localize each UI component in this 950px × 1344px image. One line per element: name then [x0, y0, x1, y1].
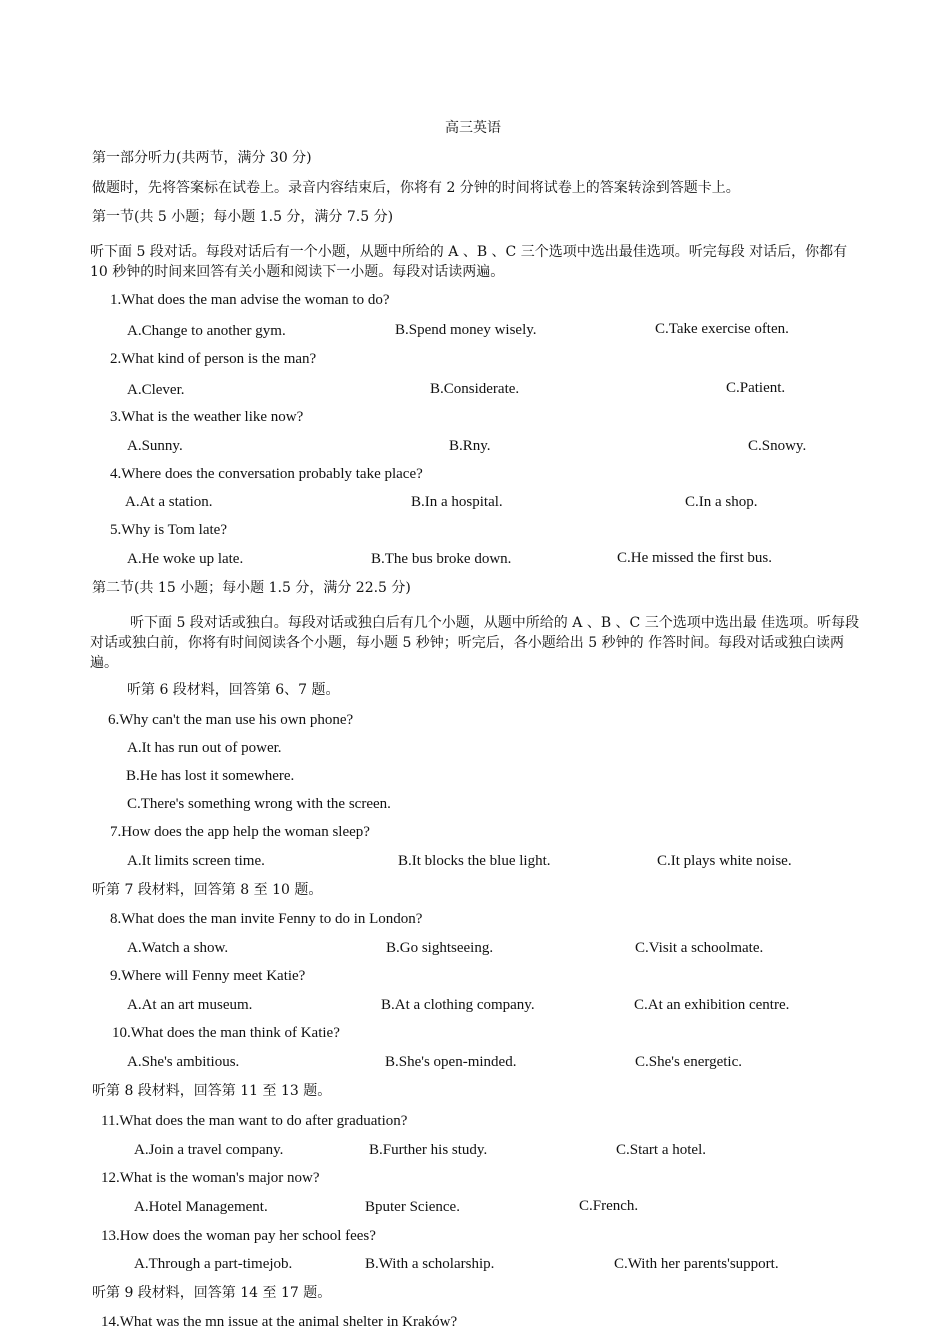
q1-option-a: A.Change to another gym. — [127, 323, 286, 339]
q6-option-c: C.There's something wrong with the screen. — [127, 796, 391, 812]
question-12: 12.What is the woman's major now? — [101, 1170, 320, 1186]
question-11: 11.What does the man want to do after graduation? — [101, 1113, 408, 1129]
question-6: 6.Why can't the man use his own phone? — [108, 712, 354, 728]
q8-option-a: A.Watch a show. — [127, 940, 229, 956]
q4-option-b: B.In a hospital. — [411, 494, 503, 510]
q6-option-a: A.It has run out of power. — [127, 740, 282, 756]
section1-heading: 第一节(共 5 小题；每小题 1.5 分，满分 7.5 分) — [92, 209, 394, 225]
q3-option-b: B.Rny. — [449, 438, 491, 454]
q13-option-c: C.With her parents'support. — [614, 1256, 779, 1272]
q13-option-b: B.With a scholarship. — [365, 1256, 495, 1272]
question-2: 2.What kind of person is the man? — [110, 351, 317, 367]
q3-option-a: A.Sunny. — [127, 438, 183, 454]
material-9-heading: 听第 9 段材料，回答第 14 至 17 题。 — [92, 1285, 332, 1301]
question-5: 5.Why is Tom late? — [110, 522, 227, 538]
q8-option-c: C.Visit a schoolmate. — [635, 940, 764, 956]
q12-option-c: C.French. — [579, 1198, 639, 1214]
section1-instruction: 听下面 5 段对话。每段对话后有一个小题，从题中所给的 A 、B 、C 三个选项中选出最佳选项。听完每段 对话后，你都有 10 秒钟的时间来回答有关小题和阅读下一小题。每段对话读两遍。 — [90, 244, 848, 280]
q8-option-b: B.Go sightseeing. — [386, 940, 494, 956]
q6-option-b: B.He has lost it somewhere. — [126, 768, 295, 784]
question-3: 3.What is the weather like now? — [110, 409, 304, 425]
q13-option-a: A.Through a part-timejob. — [134, 1256, 293, 1272]
material-6-heading: 听第 6 段材料，回答第 6、7 题。 — [127, 682, 340, 698]
question-9: 9.Where will Fenny meet Katie? — [110, 968, 306, 984]
q1-option-c: C.Take exercise often. — [655, 321, 789, 337]
page-title: 高三英语 — [445, 120, 501, 136]
q12-option-b: Bputer Science. — [365, 1199, 460, 1215]
q7-option-a: A.It limits screen time. — [127, 853, 265, 869]
q10-option-a: A.She's ambitious. — [127, 1054, 240, 1070]
question-14: 14.What was the mn issue at the animal shelter in Kraków? — [101, 1314, 458, 1330]
question-10: 10.What does the man think of Katie? — [112, 1025, 340, 1041]
q4-option-c: C.In a shop. — [685, 494, 758, 510]
q5-option-b: B.The bus broke down. — [371, 551, 512, 567]
section2-instruction: 听下面 5 段对话或独白。每段对话或独白后有几个小题，从题中所给的 A 、B 、C 三个选项中选出最 佳选项。听每段对话或独白前，你将有时间阅读各个小题，每小题 5 秒钟；听完后，各小题给出 5 秒钟的 作答时间。每段对话或独白读两遍。 — [90, 615, 860, 671]
q2-option-a: A.Clever. — [127, 382, 185, 398]
question-4: 4.Where does the conversation probably take place? — [110, 466, 423, 482]
q2-option-b: B.Considerate. — [430, 381, 520, 397]
q10-option-c: C.She's energetic. — [635, 1054, 742, 1070]
q9-option-a: A.At an art museum. — [127, 997, 253, 1013]
q1-option-b: B.Spend money wisely. — [395, 322, 537, 338]
part1-heading: 第一部分听力(共两节，满分 30 分) — [92, 150, 312, 166]
q9-option-c: C.At an exhibition centre. — [634, 997, 790, 1013]
question-8: 8.What does the man invite Fenny to do in London? — [110, 911, 423, 927]
q12-option-a: A.Hotel Management. — [134, 1199, 268, 1215]
q7-option-c: C.It plays white noise. — [657, 853, 792, 869]
material-8-heading: 听第 8 段材料，回答第 11 至 13 题。 — [92, 1083, 332, 1099]
q5-option-a: A.He woke up late. — [127, 551, 244, 567]
question-13: 13.How does the woman pay her school fees? — [101, 1228, 376, 1244]
part1-instruction: 做题时，先将答案标在试卷上。录音内容结束后，你将有 2 分钟的时间将试卷上的答案转涂到答题卡上。 — [92, 180, 740, 196]
q5-option-c: C.He missed the first bus. — [617, 550, 772, 566]
q11-option-b: B.Further his study. — [369, 1142, 488, 1158]
q2-option-c: C.Patient. — [726, 380, 786, 396]
q9-option-b: B.At a clothing company. — [381, 997, 535, 1013]
section2-heading: 第二节(共 15 小题；每小题 1.5 分，满分 22.5 分) — [92, 580, 411, 596]
question-1: 1.What does the man advise the woman to do? — [110, 292, 390, 308]
question-7: 7.How does the app help the woman sleep? — [110, 824, 370, 840]
q3-option-c: C.Snowy. — [748, 438, 807, 454]
q7-option-b: B.It blocks the blue light. — [398, 853, 551, 869]
q10-option-b: B.She's open-minded. — [385, 1054, 517, 1070]
q11-option-a: A.Join a travel company. — [134, 1142, 284, 1158]
q11-option-c: C.Start a hotel. — [616, 1142, 706, 1158]
material-7-heading: 听第 7 段材料，回答第 8 至 10 题。 — [92, 882, 323, 898]
q4-option-a: A.At a station. — [125, 494, 213, 510]
